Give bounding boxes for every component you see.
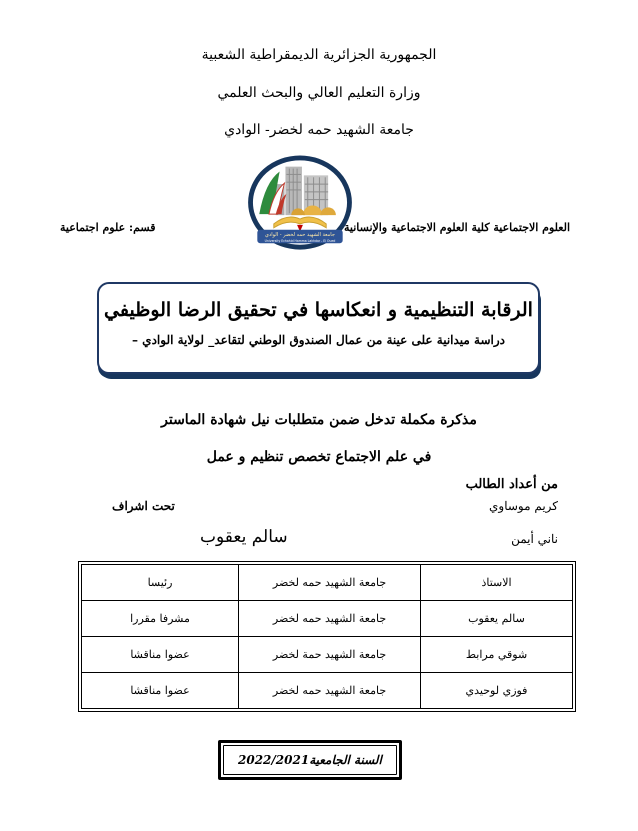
faculty-line: العلوم الاجتماعية كلية العلوم الاجتماعية والإنسانية [344, 221, 570, 234]
table-row [82, 673, 573, 709]
university-seal-logo [246, 155, 354, 252]
university-seal-icon [246, 155, 354, 252]
member-university: جامعة الشهيد حمه لخضر [239, 673, 421, 709]
member-name: شوقي مرابط [421, 637, 573, 673]
thesis-title: الرقابة التنظيمية و انعكاسها في تحقيق الرضا الوظيفي [104, 299, 533, 321]
academic-year-box [218, 740, 402, 780]
thesis-subtitle: دراسة ميدانية على عينة من عمال الصندوق الوطني لتقاعد_ لولاية الوادي – [132, 333, 505, 347]
university-line: جامعة الشهيد حمه لخضر- الوادي [224, 122, 414, 138]
memo-line-1: مذكرة مكملة تدخل ضمن متطلبات نيل شهادة الماستر [161, 412, 477, 428]
member-name: سالم يعقوب [421, 601, 573, 637]
seal-banner-english-text: University Echahid Hamma Lakhdar - El Oued [264, 238, 336, 243]
ministry-line: وزارة التعليم العالي والبحث العلمي [217, 85, 421, 101]
seal-banner-arabic-text: جامعة الشهيد حمه لخضر - الوادي [265, 231, 335, 238]
member-role: عضوا مناقشا [82, 673, 239, 709]
supervision-label: تحت اشراف [112, 499, 175, 513]
member-name: فوزي لوحيدي [421, 673, 573, 709]
academic-year-text: السنة الجامعية2022/2021 [238, 753, 382, 767]
table-row [82, 637, 573, 673]
supervisor-name-1: ناني أيمن [511, 532, 558, 546]
academic-year-inner-frame [223, 745, 397, 775]
table-row [82, 565, 573, 601]
student-name: كريم موساوي [489, 499, 558, 513]
member-role: رئيسا [82, 565, 239, 601]
republic-line: الجمهورية الجزائرية الديمقراطية الشعبية [201, 47, 437, 63]
member-university: جامعة الشهيد حمه لخضر [239, 565, 421, 601]
department-line: قسم: علوم اجتماعية [60, 221, 156, 234]
committee-table [78, 561, 576, 712]
prepared-by-label: من أعداد الطالب [465, 477, 558, 492]
seal-banner [257, 230, 342, 244]
member-university: جامعة الشهيد حمه لخضر [239, 601, 421, 637]
member-university: جامعة الشهيد حمة لخضر [239, 637, 421, 673]
member-role: عضوا مناقشا [82, 637, 239, 673]
member-role: مشرفا مقررا [82, 601, 239, 637]
supervisor-name-2: سالم يعقوب [200, 527, 288, 547]
member-name: الاستاذ [421, 565, 573, 601]
memo-line-2: في علم الاجتماع تخصص تنظيم و عمل [206, 449, 432, 465]
thesis-title-box [97, 282, 540, 374]
table-row [82, 601, 573, 637]
